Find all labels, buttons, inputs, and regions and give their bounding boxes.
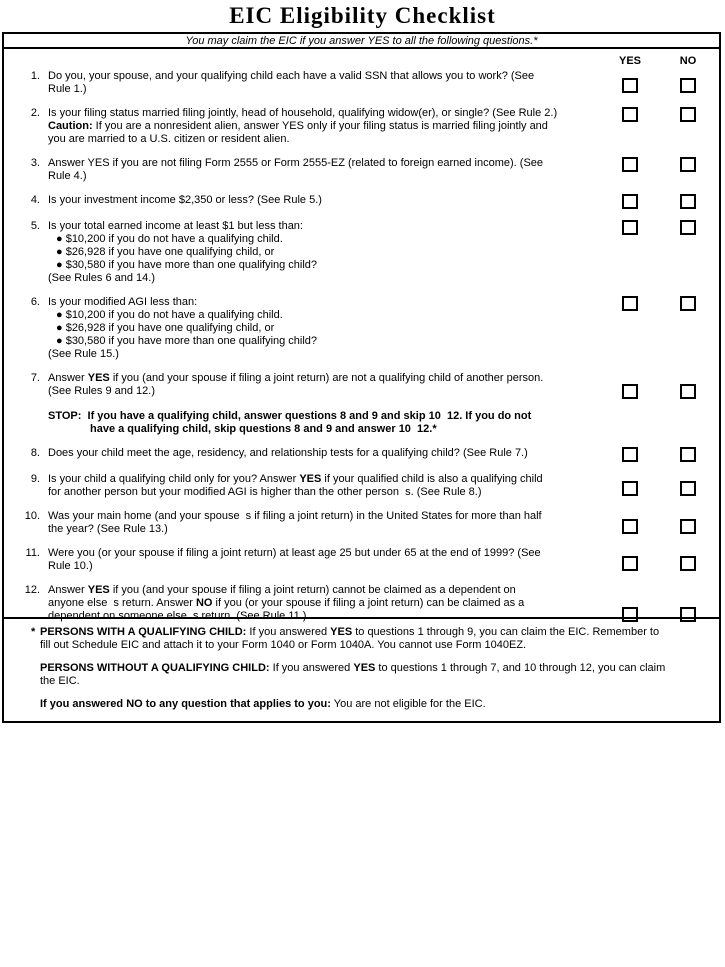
no-checkbox[interactable]	[680, 220, 696, 235]
question-number: 8.	[30, 447, 40, 459]
question-line	[48, 107, 597, 120]
footnote-line	[40, 639, 711, 652]
no-checkbox-cell	[663, 296, 713, 361]
yes-checkbox-cell	[605, 157, 655, 183]
stop-note-line	[48, 410, 597, 423]
text-segment: You are not eligible for the EIC.	[330, 698, 486, 710]
text-segment: ● $10,200 if you do not have a qualifying child.	[56, 309, 283, 321]
question-text	[48, 296, 597, 361]
yes-checkbox[interactable]	[622, 556, 638, 571]
no-checkbox[interactable]	[680, 194, 696, 209]
text-segment: fill out Schedule EIC and attach it to your Form 1040 or Form 1040A. You cannot use Form 1040EZ.	[40, 639, 527, 651]
question-text	[48, 220, 597, 285]
question-text	[48, 107, 597, 146]
yes-checkbox[interactable]	[622, 447, 638, 462]
yes-checkbox[interactable]	[622, 296, 638, 311]
yes-checkbox-cell	[605, 107, 655, 146]
text-segment: If you answered	[246, 626, 331, 638]
question-line	[48, 510, 597, 523]
no-column-header: NO	[679, 55, 697, 67]
yes-checkbox-cell	[605, 473, 655, 499]
question-line	[48, 259, 597, 272]
question-line	[48, 246, 597, 259]
text-segment: (See Rules 9 and 12.)	[48, 385, 156, 397]
question-line	[48, 473, 597, 486]
yes-checkbox-cell	[605, 547, 655, 573]
question-text	[48, 510, 597, 536]
yes-checkbox[interactable]	[622, 157, 638, 172]
text-segment: Do you, your spouse, and your qualifying child each have a valid SSN that allows you to work? (See	[48, 70, 535, 82]
text-segment: Answer	[48, 584, 88, 596]
question-number: 7.	[30, 372, 40, 384]
text-segment: Is your investment income $2,350 or less? (See Rule 5.)	[48, 194, 322, 206]
text-segment: Rule 10.)	[48, 560, 93, 572]
footnote-paragraph	[40, 662, 711, 688]
question-text	[48, 372, 597, 399]
text-segment: to questions 1 through 7, and 10 through 12, you can claim	[375, 662, 666, 674]
no-checkbox[interactable]	[680, 78, 696, 93]
question-line	[48, 194, 597, 207]
question-text	[48, 473, 597, 499]
question-line	[48, 272, 597, 285]
text-segment: Is your filing status married filing jointly, head of household, qualifying widow(er), or single? (See Rule 2.)	[48, 107, 558, 119]
text-segment: if you (and your spouse if filing a joint return) cannot be claimed as a dependent on	[109, 584, 516, 596]
text-segment: (See Rule 15.)	[48, 348, 119, 360]
yes-checkbox-cell	[605, 410, 655, 436]
text-segment: ● $10,200 if you do not have a qualifying child.	[56, 233, 283, 245]
text-segment: anyone else s return. Answer	[48, 597, 196, 609]
text-segment: If you are a nonresident alien, answer YES only if your filing status is married filing jointly and	[92, 120, 548, 132]
question-text	[48, 194, 597, 209]
bold-text-segment: YES	[330, 626, 353, 638]
text-segment: Was your main home (and your spouse s if filing a joint return) in the United States for more than half	[48, 510, 542, 522]
question-line	[48, 296, 597, 309]
text-segment: the year? (See Rule 13.)	[48, 523, 168, 535]
no-checkbox[interactable]	[680, 519, 696, 534]
question-row	[8, 194, 719, 209]
question-row	[8, 220, 719, 285]
question-row	[8, 70, 719, 96]
question-line	[48, 385, 597, 398]
question-number	[8, 410, 40, 436]
question-line	[48, 523, 597, 536]
question-number: 6.	[30, 296, 40, 308]
text-segment: Answer	[48, 372, 88, 384]
text-segment: ● $30,580 if you have more than one qualifying child?	[56, 335, 318, 347]
no-checkbox-cell	[663, 447, 713, 462]
question-line	[48, 348, 597, 361]
header-text-spacer	[48, 56, 597, 67]
bold-text-segment: If you answered NO to any question that applies to you:	[40, 698, 331, 710]
text-segment: Rule 1.)	[48, 83, 87, 95]
question-text	[48, 547, 597, 573]
text-segment: to questions 1 through 9, you can claim the EIC. Remember to	[352, 626, 660, 638]
question-line	[48, 322, 597, 335]
question-row	[8, 547, 719, 573]
no-checkbox-cell	[663, 547, 713, 573]
question-text	[48, 157, 597, 183]
claim-instruction-row	[4, 34, 719, 49]
bold-text-segment: Caution:	[48, 120, 93, 132]
text-segment: ● $30,580 if you have more than one qualifying child?	[56, 259, 318, 271]
yes-checkbox-cell	[605, 447, 655, 462]
bold-text-segment: PERSONS WITHOUT A QUALIFYING CHILD:	[40, 662, 270, 674]
checklist-table	[2, 32, 721, 723]
question-line	[48, 597, 597, 610]
footnote-asterisk: *	[31, 626, 39, 638]
question-line	[48, 547, 597, 560]
bold-text-segment: have a qualifying child, skip questions 8 and 9 and answer 10 12.*	[90, 423, 437, 435]
yes-checkbox[interactable]	[622, 519, 638, 534]
header-number-spacer	[8, 56, 40, 67]
question-row	[8, 107, 719, 146]
questions-section	[4, 49, 719, 622]
no-checkbox[interactable]	[680, 556, 696, 571]
text-segment: Is your child a qualifying child only for you? Answer	[48, 473, 300, 485]
yes-column-header: YES	[618, 55, 641, 67]
text-segment: Rule 4.)	[48, 170, 87, 182]
question-text	[48, 70, 597, 96]
text-segment: ● $26,928 if you have one qualifying child, or	[56, 246, 275, 258]
question-line	[48, 70, 597, 83]
question-number: 4.	[30, 194, 40, 206]
no-checkbox[interactable]	[680, 447, 696, 462]
no-checkbox-cell	[663, 107, 713, 146]
question-row	[8, 157, 719, 183]
yes-checkbox-cell	[605, 220, 655, 285]
text-segment: the EIC.	[40, 675, 80, 687]
question-row	[8, 296, 719, 361]
yes-checkbox[interactable]	[622, 107, 638, 122]
yes-checkbox-cell	[605, 70, 655, 96]
text-segment: if your qualified child is also a qualifying child	[321, 473, 543, 485]
yes-checkbox[interactable]	[622, 194, 638, 209]
footnote-paragraph	[31, 626, 711, 652]
stop-note-row	[8, 410, 719, 436]
question-number: 3.	[30, 157, 40, 169]
question-line	[48, 486, 597, 499]
no-checkbox-cell	[663, 220, 713, 285]
text-segment: Is your modified AGI less than:	[48, 296, 198, 308]
question-line	[48, 133, 597, 146]
answer-column-headers	[8, 56, 719, 67]
question-line	[48, 372, 597, 385]
text-segment: Were you (or your spouse if filing a joint return) at least age 25 but under 65 at the end of 1999? (See	[48, 547, 541, 559]
stop-note-line	[48, 423, 597, 436]
yes-checkbox[interactable]	[622, 220, 638, 235]
yes-checkbox-cell	[605, 296, 655, 361]
questions-body	[8, 70, 719, 623]
question-line	[48, 157, 597, 170]
bold-text-segment: STOP: If you have a qualifying child, answer questions 8 and 9 and skip 10 12. If you do not	[48, 410, 532, 422]
question-line	[48, 170, 597, 183]
question-number: 10.	[24, 510, 40, 522]
bold-text-segment: NO	[195, 597, 213, 609]
question-line	[48, 335, 597, 348]
question-number: 11.	[25, 547, 40, 559]
question-number: 5.	[30, 220, 40, 232]
question-line	[48, 584, 597, 597]
yes-checkbox-cell	[605, 510, 655, 536]
bold-text-segment: YES	[353, 662, 376, 674]
text-segment: ● $26,928 if you have one qualifying child, or	[56, 322, 275, 334]
question-row	[8, 372, 719, 399]
question-row	[8, 510, 719, 536]
question-line	[48, 233, 597, 246]
footnote-line	[40, 698, 711, 711]
text-segment: if you (and your spouse if filing a joint return) are not a qualifying child of another person.	[109, 372, 544, 384]
footnotes-section	[4, 617, 719, 721]
footnote-paragraph	[40, 698, 711, 711]
page-title: EIC Eligibility Checklist	[229, 3, 496, 28]
question-number: 12.	[24, 584, 40, 596]
question-number: 1.	[30, 70, 40, 82]
no-checkbox-cell	[663, 410, 713, 436]
question-text	[48, 447, 597, 462]
no-checkbox[interactable]	[680, 481, 696, 496]
question-line	[48, 447, 597, 460]
yes-checkbox-cell	[605, 194, 655, 209]
question-row	[8, 473, 719, 499]
bold-text-segment: PERSONS WITH A QUALIFYING CHILD:	[40, 626, 247, 638]
text-segment: if you (or your spouse if filing a joint return) can be claimed as a	[212, 597, 525, 609]
text-segment: (See Rules 6 and 14.)	[48, 272, 156, 284]
question-number: 2.	[30, 107, 40, 119]
yes-checkbox[interactable]	[622, 78, 638, 93]
question-line	[48, 220, 597, 233]
question-number: 9.	[30, 473, 40, 485]
no-checkbox[interactable]	[680, 157, 696, 172]
text-segment: Answer YES if you are not filing Form 2555 or Form 2555-EZ (related to foreign earned income). (See	[48, 157, 544, 169]
question-row	[8, 447, 719, 462]
text-segment: dependent on someone else s return. (See Rule 11.)	[48, 610, 307, 622]
claim-instruction-text: You may claim the EIC if you answer YES to all the following questions.*	[185, 34, 538, 47]
question-line	[48, 309, 597, 322]
no-checkbox-cell	[663, 70, 713, 96]
bold-text-segment: YES	[87, 372, 110, 384]
no-checkbox-cell	[663, 372, 713, 399]
bold-text-segment: YES	[87, 584, 110, 596]
no-checkbox[interactable]	[680, 384, 696, 399]
no-checkbox-cell	[663, 194, 713, 209]
no-checkbox[interactable]	[680, 296, 696, 311]
footnote-line	[31, 626, 711, 639]
yes-checkbox[interactable]	[622, 384, 638, 399]
text-segment: Does your child meet the age, residency, and relationship tests for a qualifying child? (See Rule 7.)	[48, 447, 528, 459]
question-line	[48, 560, 597, 573]
bold-text-segment: YES	[299, 473, 322, 485]
text-segment: If you answered	[269, 662, 354, 674]
yes-checkbox[interactable]	[622, 481, 638, 496]
text-segment: you are married to a U.S. citizen or resident alien.	[48, 133, 290, 145]
yes-checkbox-cell	[605, 372, 655, 399]
no-checkbox-cell	[663, 157, 713, 183]
no-checkbox[interactable]	[680, 107, 696, 122]
stop-note-text	[48, 410, 597, 436]
question-line	[48, 83, 597, 96]
footnote-line	[40, 662, 711, 675]
question-line	[48, 120, 597, 133]
no-checkbox-cell	[663, 473, 713, 499]
text-segment: for another person but your modified AGI is higher than the other person s. (See Rule 8.)	[48, 486, 482, 498]
no-checkbox-cell	[663, 510, 713, 536]
footnote-line	[40, 675, 711, 688]
text-segment: Is your total earned income at least $1 but less than:	[48, 220, 303, 232]
